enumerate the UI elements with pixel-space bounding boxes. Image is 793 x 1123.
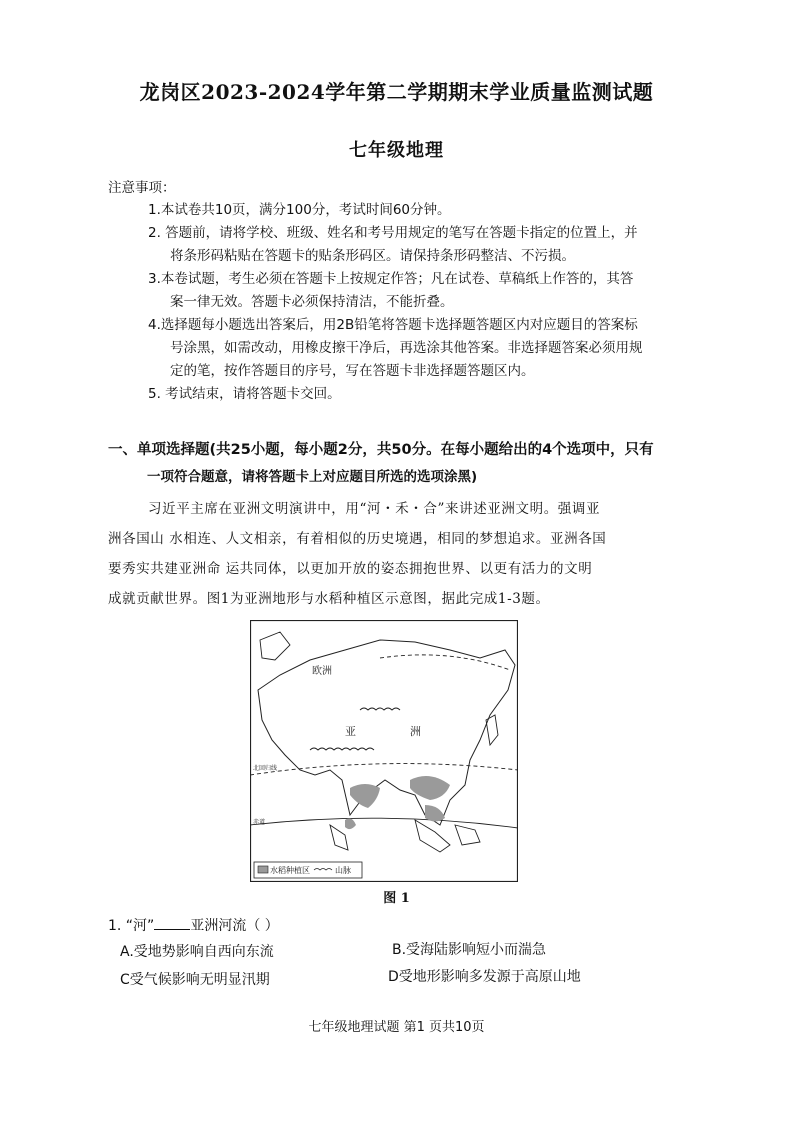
note-line: 1.本试卷共10页，满分100分，考试时间60分钟。 [148, 202, 451, 218]
section-heading: 一、单项选择题(共25小题，每小题2分，共50分。在每小题给出的4个选项中，只有 [108, 442, 654, 458]
note-line: 4.选择题每小题选出答案后，用2B铅笔将答题卡选择题答题区内对应题目的答案标 [148, 317, 638, 333]
option-c: C受气候影响无明显汛期 [120, 972, 270, 988]
question-1-suffix: 亚洲河流（ ） [190, 918, 279, 934]
note-line: 将条形码粘贴在答题卡的贴条形码区。请保持条形码整洁、不污损。 [170, 248, 575, 264]
legend-rice-label: 水稻种植区 [270, 866, 310, 875]
legend-mountain-label: 山脉 [335, 866, 351, 875]
section-heading-cont: 一项符合题意，请将答题卡上对应题目所选的选项涂黑) [147, 469, 478, 485]
map-label-tropic: 北回归线 [253, 765, 278, 772]
map-label-asia-2: 洲 [410, 725, 421, 738]
passage-line: 成就贡献世界。图1为亚洲地形与水稻种植区示意图，据此完成1-3题。 [108, 591, 550, 607]
exam-subtitle: 七年级地理 [349, 140, 444, 161]
option-d: D受地形影响多发源于高原山地 [388, 969, 581, 985]
asia-terrain-rice-map [250, 620, 518, 882]
exam-title: 龙岗区2023-2024学年第二学期期末学业质量监测试题 [139, 80, 654, 104]
map-label-asia-1: 亚 [345, 725, 356, 738]
passage-line: 洲各国山 水相连、人文相亲，有着相似的历史境遇，相同的梦想追求。亚洲各国 [108, 531, 607, 547]
passage-line: 要秀实共建亚洲命 运共同体，以更加开放的姿态拥抱世界、以更有活力的文明 [108, 561, 593, 577]
question-1-prefix: 1. “河” [108, 918, 155, 934]
page-footer: 七年级地理试题 第1 页共10页 [308, 1020, 485, 1035]
question-1-blank [154, 917, 190, 930]
note-line: 5. 考试结束，请将答题卡交回。 [148, 386, 341, 402]
note-line: 3.本卷试题，考生必须在答题卡上按规定作答；凡在试卷、草稿纸上作答的，其答 [148, 271, 634, 287]
note-line: 号涂黑，如需改动，用橡皮擦干净后，再选涂其他答案。非选择题答案必须用规 [170, 340, 643, 356]
figure-caption: 图 1 [383, 891, 410, 906]
map-label-europe: 欧洲 [312, 666, 332, 677]
note-line: 定的笔，按作答题目的序号，写在答题卡非选择题答题区内。 [170, 363, 535, 379]
option-b: B.受海陆影响短小而湍急 [392, 942, 547, 958]
question-1-stem [108, 915, 279, 935]
notes-heading: 注意事项： [108, 180, 176, 196]
passage-line: 习近平主席在亚洲文明演讲中，用“河・禾・合”来讲述亚洲文明。强调亚 [148, 501, 601, 517]
note-line: 案一律无效。答题卡必须保持清洁，不能折叠。 [170, 294, 454, 310]
legend-rice-swatch [258, 866, 268, 873]
note-line: 2. 答题前，请将学校、班级、姓名和考号用规定的笔写在答题卡指定的位置上，并 [148, 225, 638, 241]
map-label-equator: 赤道 [253, 819, 266, 826]
option-a: A.受地势影响自西向东流 [120, 944, 274, 960]
